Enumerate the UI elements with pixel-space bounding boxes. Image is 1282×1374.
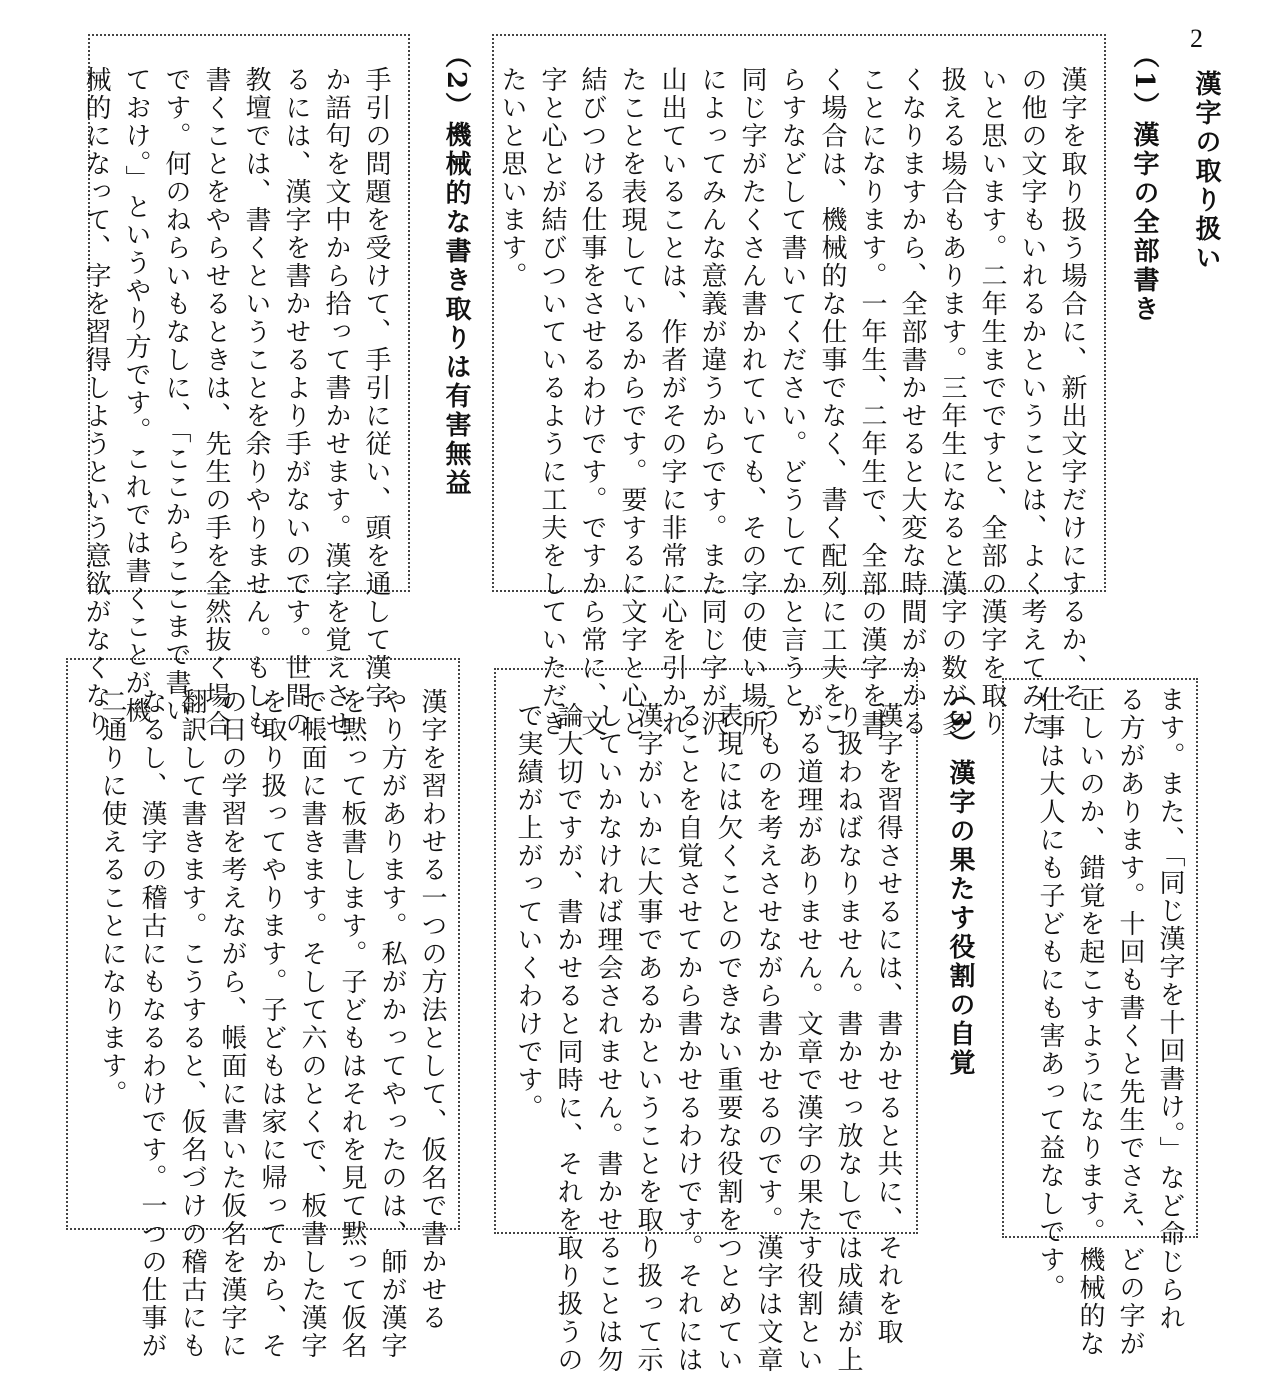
section-1-line: 結びつける仕事をさせるわけです。ですから常に、文 (577, 66, 607, 738)
section-2-line: ておけ。」というやり方です。これでは書くことが機 (121, 66, 151, 725)
section-1-line: 漢字を取り扱う場合に、新出文字だけにするか、そ (1057, 66, 1087, 710)
section-3-line: 表現には欠くことのできない重要な役割をつとめてい (713, 702, 743, 1374)
section-2-continued-line: る方があります。十回も書くと先生でさえ、どの字が (1115, 686, 1145, 1358)
section-3-line: ることを自覚させてから書かせるわけです。それには (673, 702, 703, 1374)
section-3-line: がる道理がありません。文章で漢字の果たす役割とい (793, 702, 823, 1374)
section-2-continued-text (1010, 686, 1190, 1358)
section-4-line: の日の学習を考えながら、帳面に書いた仮名を漢字に (217, 688, 247, 1360)
section-1-line: 字と心とが結びついているように工夫をしていただき (537, 66, 567, 738)
section-1-line: 山出ていることは、作者がその字に非常に心を引かれ (657, 66, 687, 738)
section-2-line: るには、漢字を書かせるより手がないのです。世間の (281, 66, 311, 738)
section-4-text (76, 688, 452, 1360)
section-2-continued-line: 仕事は大人にも子どもにも害あって益なしです。 (1035, 686, 1065, 1302)
section-4-line: 漢字を習わせる一つの方法として、仮名で書かせる (417, 688, 447, 1332)
section-1-heading: （1）漢字の全部書き (1129, 42, 1159, 325)
section-2-line: 教壇では、書くということを余りやりません。もしも (241, 66, 271, 738)
section-2-line: 械的になって、字を習得しようという意欲がなくなり (81, 66, 111, 738)
section-3-line: 漢字を習得させるには、書かせると共に、それを取 (873, 702, 903, 1346)
section-4-line: を取り扱ってやります。子どもは家に帰ってから、そ (257, 688, 287, 1360)
section-3-line: 漢字がいかに大事であるかということを取り扱って示 (633, 702, 663, 1374)
section-3-heading: （3）漢字の果たす役割の自覚 (945, 680, 975, 1079)
section-1-line: 扱える場合もあります。三年生になると漢字の数が多 (937, 66, 967, 738)
section-1-line: ことになります。一年生、二年生で、全部の漢字を書 (857, 66, 887, 738)
section-3-line: うものを考えさせながら書かせるのです。漢字は文章 (753, 702, 783, 1374)
section-1-text (497, 66, 1092, 738)
section-2-text (81, 66, 396, 738)
section-3-line: り扱わねばなりません。書かせっ放なしでは成績が上 (833, 702, 863, 1374)
section-1-line: によってみんな意義が違うからです。また同じ字が沢 (697, 66, 727, 738)
section-1-line: いと思います。二年生までですと、全部の漢字を取り (977, 66, 1007, 738)
chapter-title: 漢字の取り扱い (1191, 70, 1221, 273)
section-4-line: 翻訳して書きます。こうすると、仮名づけの稽古にも (177, 688, 207, 1360)
section-3-text (504, 702, 908, 1374)
section-1-line: の他の文字もいれるかということは、よく考えてみた (1017, 66, 1047, 738)
section-3-line: していかなければ理会されません。書かせることは勿 (593, 702, 623, 1374)
section-4-line: を黙って板書します。子どもはそれを見て黙って仮名 (337, 688, 367, 1360)
section-3-line: で実績が上がっていくわけです。 (513, 702, 543, 1122)
page-number: 2 (1190, 24, 1203, 53)
section-1-line: くなりますから、全部書かせると大変な時間がかかる (897, 66, 927, 738)
section-2-line: です。何のねらいもなしに、「ここからここまで書い (161, 66, 191, 725)
section-3-line: 論大切ですが、書かせると同時に、それを取り扱うの (553, 702, 583, 1374)
section-4-line: で帳面に書きます。そして六のとくで、板書した漢字 (297, 688, 327, 1360)
section-1-line: く場合は、機械的な仕事でなく、書く配列に工夫をこ (817, 66, 847, 738)
section-4-line: なるし、漢字の稽古にもなるわけです。一つの仕事が (137, 688, 167, 1360)
section-4-line: 二通りに使えることになります。 (97, 688, 127, 1108)
section-2-line: 手引の問題を受けて、手引に従い、頭を通して漢字 (361, 66, 391, 710)
section-2-line: か語句を文中から拾って書かせます。漢字を覚えさせ (321, 66, 351, 738)
section-2-heading: （2）機械的な書き取りは有害無益 (441, 42, 471, 499)
section-2-line: 書くことをやらせるときは、先生の手を全然抜く場合 (201, 66, 231, 738)
section-2-continued-line: 正しいのか、錯覚を起こすようになります。機械的な (1075, 686, 1105, 1358)
section-1-line: 同じ字がたくさん書かれていても、その字の使い場所 (737, 66, 767, 738)
section-1-line: らすなどして書いてください。どうしてかと言うと、 (777, 66, 807, 738)
section-4-line: やり方があります。私がかってやったのは、師が漢字 (377, 688, 407, 1360)
section-2-continued-line: ます。また、「同じ漢字を十回書け。」など命じられ (1155, 686, 1185, 1332)
section-1-line: たいと思います。 (497, 66, 527, 290)
section-1-line: たことを表現しているからです。要するに文字と心と (617, 66, 647, 738)
